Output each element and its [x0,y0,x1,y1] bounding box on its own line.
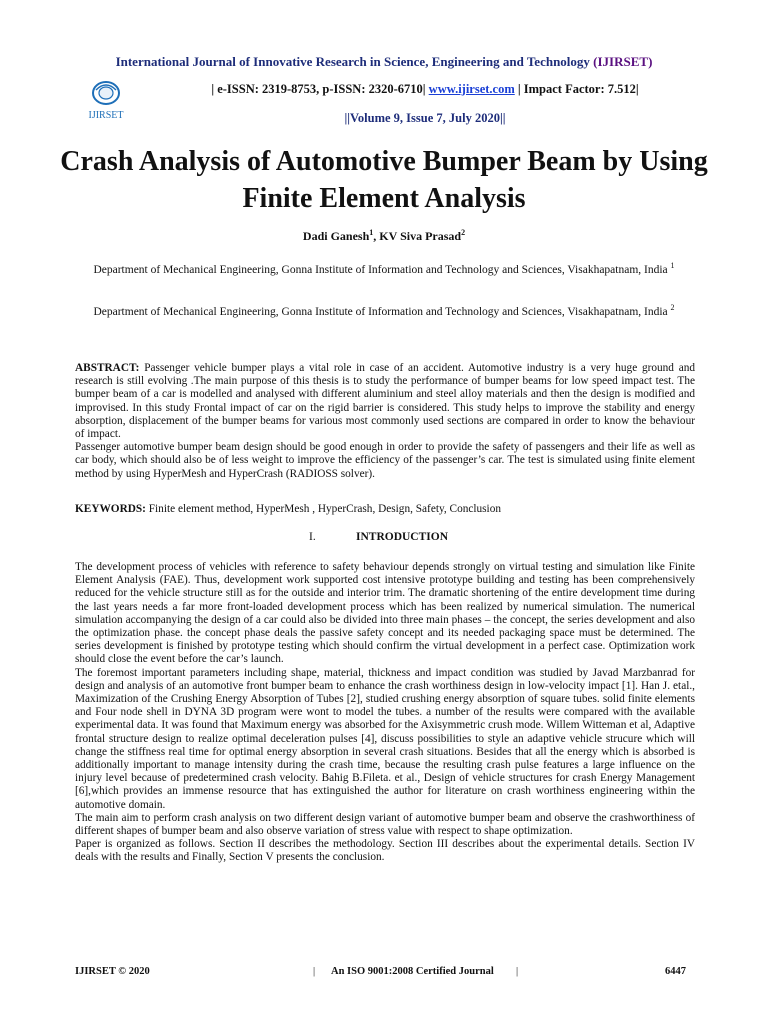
footer-copyright: IJIRSET © 2020 [75,966,150,977]
section-title: INTRODUCTION [356,531,449,543]
author-name: KV Siva Prasad [379,229,462,243]
affiliation-1: Department of Mechanical Engineering, Gonna Institute of Information and Technology and Sciences, Visakhapatnam, India $^1$ [93,261,675,276]
author-sep: , [373,229,380,243]
journal-part: Journal of Innovative [192,54,316,69]
journal-abbr: (IJIRSET) [593,54,653,69]
logo-text: IJIRSET [88,110,124,121]
intro-body [75,561,695,865]
keywords: KEYWORDS: Finite element method, HyperMesh , HyperCrash, Design, Safety, Conclusion [75,503,501,515]
intro-paragraph: The development process of vehicles with reference to safety behaviour depends strongly on virtual testing and simulation like Finite Element Analysis (FAE). Thus, development work supported cost intensive prototype building and testing has been comprehensively reduced for the vehicle structure still as for the outside and interior trim. The dramatic shortening of the entire development time during the last years needs a far more front-loaded development process which has been realized by numerical simulation. The numerical simulation accompanying the design of a car could also be divided into three main phases – the concept, the series development and also the optimization phase. the concept phase deals the passive safety concept and its needed packaging space must be determined. The series development is finished by prototype testing which should confirm the virtual development in a perfect case. Optimization work should close the event before the car’s launch. [75,561,695,666]
issn-text: | e-ISSN: 2319-8753, p-ISSN: 2320-6710| [211,82,429,96]
keywords-label: KEYWORDS: [75,503,146,515]
issn-line [150,82,700,97]
affiliation-2: Department of Mechanical Engineering, Gonna Institute of Information and Technology and Sciences, Visakhapatnam, India $^2$ [93,303,675,318]
abstract: ABSTRACT: Passenger vehicle bumper plays a vital role in case of an accident. Automotive industry is a very huge ground and research is still evolving .The main purpose of this thesis is to study the performance of bumper beams for low speed impact test. The bumper beam of a car is modelled and analysed with different aluminium and steel alloy materials and then the design is modified and improvised. In this study Frontal impact of car on the rigid barrier is considered. This study helps to improve the stability and energy absorption, displacement of the bumper beams for various most commonly used sections are compared in order to know the behaviour of impact. Passenger automotive bumper beam design should be good enough in order to provide the safety of passengers and their life as well as car body, which should also be of less weight to improve the efficiency of the passenger’s car. The test is simulated using finite element method by using HyperMesh and HyperCrash (RADIOSS solver). [75,362,695,480]
intro-paragraph: Paper is organized as follows. Section II describes the methodology. Section III describes about the experimental details. Section IV deals with the results and Finally, Section V presents the conclusion. [75,838,695,864]
authors [0,229,768,244]
journal-logo [80,78,132,122]
author-name: Dadi Ganesh [302,229,370,243]
page-number: 6447 [665,966,686,977]
journal-part: Science, [384,54,432,69]
abstract-label: ABSTRACT: [75,362,140,374]
intro-paragraph: The foremost important parameters including shape, material, thickness and impact condition was studied by Javad Marzbanrad for design and analysis of an automotive front bumper beam to enhance the crash worthiness design in low-velocity impact [1]. Han J. etal., Maximization of the Crushing Energy Absorption of Tubes [2], studied crushing energy absorption of square tubes. solid finite elements and Four node shell in DYNA 3D program were wont to model the tubes. a number of the results were compared with the available experimental data. It was found that Maximum energy was absorbed for the Axisymmetric crush mode. Willem Witteman et al, Adaptive frontal structure design to realize optimal deceleration pulses [4], discuss possibilities to style an adaptive vehicle strucure which will change the stiffness real time for optimal energy absorption in several crash situations. Besides that all the energy which is absorbed is additionally important to manage intensity during the crash time, because the resulting crash pulse features a large influence on the injury level because of predetermined crash velocity. Bahig B.Fileta. et al., Design of vehicle structures for crash Energy Management [6],which provides an immense resource that has extinguished the author for literature on crash worthiness engineering within the automotive domain. [75,666,695,811]
journal-name [0,54,768,70]
footer-certification: An ISO 9001:2008 Certified Journal [331,966,494,977]
journal-part: Engineering and [431,54,527,69]
author-sup: 1 [369,228,374,237]
journal-part: International [115,54,193,69]
footer-separator: | [313,966,316,977]
volume-issue: ||Volume 9, Issue 7, July 2020|| [344,111,506,125]
footer-separator: | [516,966,519,977]
author-sup: 2 [461,228,466,237]
website-link[interactable]: www.ijirset.com [428,82,515,96]
section-number: I. [309,531,316,543]
intro-paragraph: The main aim to perform crash analysis on two different design variant of automotive bumper beam and observe the crashworthiness of different shapes of bumper beam and also observe variation of stress value with respect to shape optimization. [75,811,695,838]
abstract-continuation: Passenger automotive bumper beam design should be good enough in order to provide the safety of passengers and their life as well as car body, which should also be of less weight to improve the efficiency of the passenger’s car. The test is simulated using finite element method by using HyperMesh and HyperCrash (RADIOSS solver). [75,441,695,480]
paper-title: Crash Analysis of Automotive Bumper Beam by Using Finite Element Analysis [60,146,708,214]
impact-factor: | Impact Factor: 7.512| [514,82,639,96]
journal-part: Research in [315,54,385,69]
journal-part: Technology [526,54,594,69]
